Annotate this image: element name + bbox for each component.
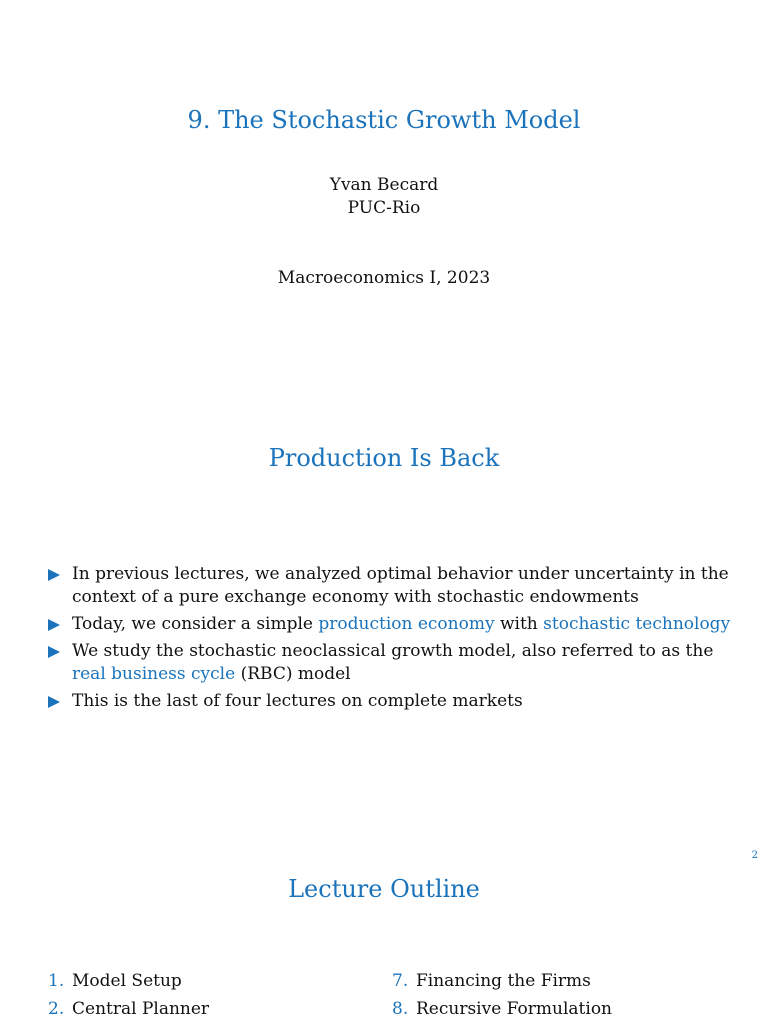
highlight-real-business-cycle: real business cycle (72, 664, 236, 684)
course-date: Macroeconomics I, 2023 (277, 268, 491, 288)
outline-label: Financing the Firms (416, 971, 591, 991)
author-institution: PUC-Rio (347, 198, 421, 218)
author-block (0, 174, 768, 220)
list-item (48, 613, 738, 636)
highlight-stochastic-technology: stochastic technology (543, 614, 731, 634)
presentation-title: 9. The Stochastic Growth Model (187, 106, 581, 134)
outline-number: 1. (48, 971, 65, 991)
outline-list-left (48, 967, 209, 1023)
bullet-triangle-icon (48, 696, 60, 708)
outline-list-right (392, 967, 612, 1023)
outline-item-central-planner (48, 995, 209, 1023)
outline-item-recursive-formulation (392, 995, 612, 1023)
bullet-triangle-icon (48, 619, 60, 631)
bullet-text-line2: context of a pure exchange economy with stochastic endowments (72, 587, 639, 607)
bullet-text: This is the last of four lectures on complete markets (72, 691, 523, 711)
bullet-text: Today, we consider a simple (72, 614, 319, 634)
highlight-production-economy: production economy (318, 614, 495, 634)
author-name: Yvan Becard (329, 175, 439, 195)
slide-title-production: Production Is Back (268, 444, 500, 472)
bullet-triangle-icon (48, 569, 60, 581)
list-item (48, 640, 738, 686)
list-item (48, 690, 738, 713)
bullet-text: with (494, 614, 544, 634)
bullet-text-line1: In previous lectures, we analyzed optimal behavior under uncertainty in the (72, 564, 729, 584)
outline-item-financing-firms (392, 967, 612, 995)
outline-label: Central Planner (72, 999, 210, 1019)
bullet-triangle-icon (48, 646, 60, 658)
bullet-list (48, 563, 738, 717)
outline-label: Recursive Formulation (416, 999, 613, 1019)
page-number: 2 (751, 850, 758, 861)
list-item (48, 563, 738, 609)
outline-number: 8. (392, 999, 409, 1019)
bullet-text: (RBC) model (235, 664, 351, 684)
outline-item-model-setup (48, 967, 209, 995)
outline-label: Model Setup (72, 971, 182, 991)
outline-number: 7. (392, 971, 409, 991)
bullet-text-line1: We study the stochastic neoclassical growth model, also referred to as the (72, 641, 714, 661)
slide-title-outline: Lecture Outline (288, 875, 480, 903)
outline-number: 2. (48, 999, 65, 1019)
